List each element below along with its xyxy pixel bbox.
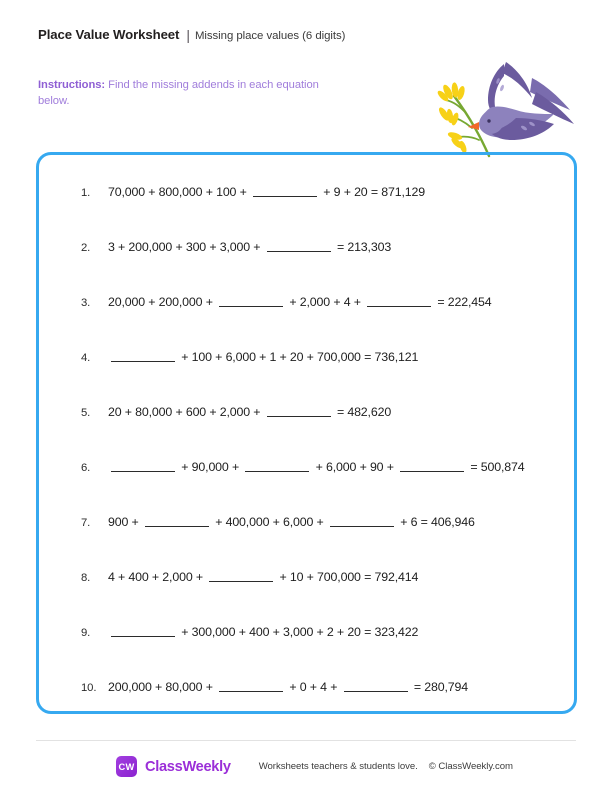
question-row-8[interactable] bbox=[81, 570, 564, 590]
answer-blank[interactable] bbox=[245, 471, 309, 472]
question-number: 1. bbox=[81, 187, 91, 199]
question-number: 3. bbox=[81, 297, 91, 309]
page-title bbox=[38, 26, 458, 42]
question-number: 10. bbox=[81, 682, 97, 694]
title-separator: | bbox=[186, 27, 190, 43]
footer-copyright: © ClassWeekly.com bbox=[428, 761, 513, 772]
question-number: 2. bbox=[81, 242, 91, 254]
answer-blank[interactable] bbox=[209, 581, 273, 582]
answer-blank[interactable] bbox=[344, 691, 408, 692]
answer-blank[interactable] bbox=[111, 471, 175, 472]
question-equation: + 90,000 + + 6,000 + 90 + = 500,874 bbox=[108, 460, 525, 474]
question-equation: 200,000 + 80,000 + + 0 + 4 + = 280,794 bbox=[108, 680, 469, 694]
question-row-5[interactable] bbox=[81, 405, 564, 425]
swallow-bird-illustration bbox=[432, 48, 584, 163]
question-number: 6. bbox=[81, 462, 91, 474]
question-equation: 3 + 200,000 + 300 + 3,000 + = 213,303 bbox=[108, 240, 392, 254]
question-number: 5. bbox=[81, 407, 91, 419]
question-number: 8. bbox=[81, 572, 91, 584]
answer-blank[interactable] bbox=[253, 196, 317, 197]
instructions-text: Find the missing addends in each equation below. bbox=[38, 79, 319, 107]
yellow-flowers-icon bbox=[436, 82, 468, 154]
question-equation: 20,000 + 200,000 + + 2,000 + 4 + = 222,454 bbox=[108, 295, 492, 309]
classweekly-logo-icon: CW bbox=[116, 756, 137, 777]
question-number: 4. bbox=[81, 352, 91, 364]
answer-blank[interactable] bbox=[367, 306, 431, 307]
footer bbox=[116, 756, 513, 777]
bird-eye-icon bbox=[487, 119, 490, 122]
footer-divider bbox=[36, 740, 576, 741]
instructions-label: Instructions: bbox=[38, 79, 106, 91]
problems-container bbox=[36, 152, 577, 714]
question-row-4[interactable] bbox=[81, 350, 564, 370]
question-equation: + 300,000 + 400 + 3,000 + 2 + 20 = 323,422 bbox=[108, 625, 418, 639]
title-main: Place Value Worksheet bbox=[38, 27, 180, 42]
question-row-2[interactable] bbox=[81, 240, 564, 260]
question-number: 7. bbox=[81, 517, 91, 529]
answer-blank[interactable] bbox=[219, 691, 283, 692]
question-row-7[interactable] bbox=[81, 515, 564, 535]
question-number: 9. bbox=[81, 627, 91, 639]
question-row-6[interactable] bbox=[81, 460, 564, 480]
question-equation: 70,000 + 800,000 + 100 + + 9 + 20 = 871,129 bbox=[108, 185, 425, 199]
answer-blank[interactable] bbox=[267, 416, 331, 417]
answer-blank[interactable] bbox=[267, 251, 331, 252]
answer-blank[interactable] bbox=[219, 306, 283, 307]
answer-blank[interactable] bbox=[400, 471, 464, 472]
question-equation: 900 + + 400,000 + 6,000 + + 6 = 406,946 bbox=[108, 515, 475, 529]
answer-blank[interactable] bbox=[145, 526, 209, 527]
title-subtitle: Missing place values (6 digits) bbox=[194, 30, 346, 42]
question-row-3[interactable] bbox=[81, 295, 564, 315]
answer-blank[interactable] bbox=[330, 526, 394, 527]
instructions-block bbox=[38, 78, 338, 109]
question-row-1[interactable] bbox=[81, 185, 564, 205]
question-equation: 4 + 400 + 2,000 + + 10 + 700,000 = 792,414 bbox=[108, 570, 419, 584]
question-row-9[interactable] bbox=[81, 625, 564, 645]
question-row-10[interactable] bbox=[81, 680, 564, 700]
answer-blank[interactable] bbox=[111, 361, 175, 362]
worksheet-header bbox=[38, 26, 458, 42]
question-equation: 20 + 80,000 + 600 + 2,000 + = 482,620 bbox=[108, 405, 392, 419]
answer-blank[interactable] bbox=[111, 636, 175, 637]
brand-name: ClassWeekly bbox=[145, 758, 231, 775]
question-equation: + 100 + 6,000 + 1 + 20 + 700,000 = 736,121 bbox=[108, 350, 418, 364]
footer-tagline: Worksheets teachers & students love. bbox=[258, 761, 418, 772]
